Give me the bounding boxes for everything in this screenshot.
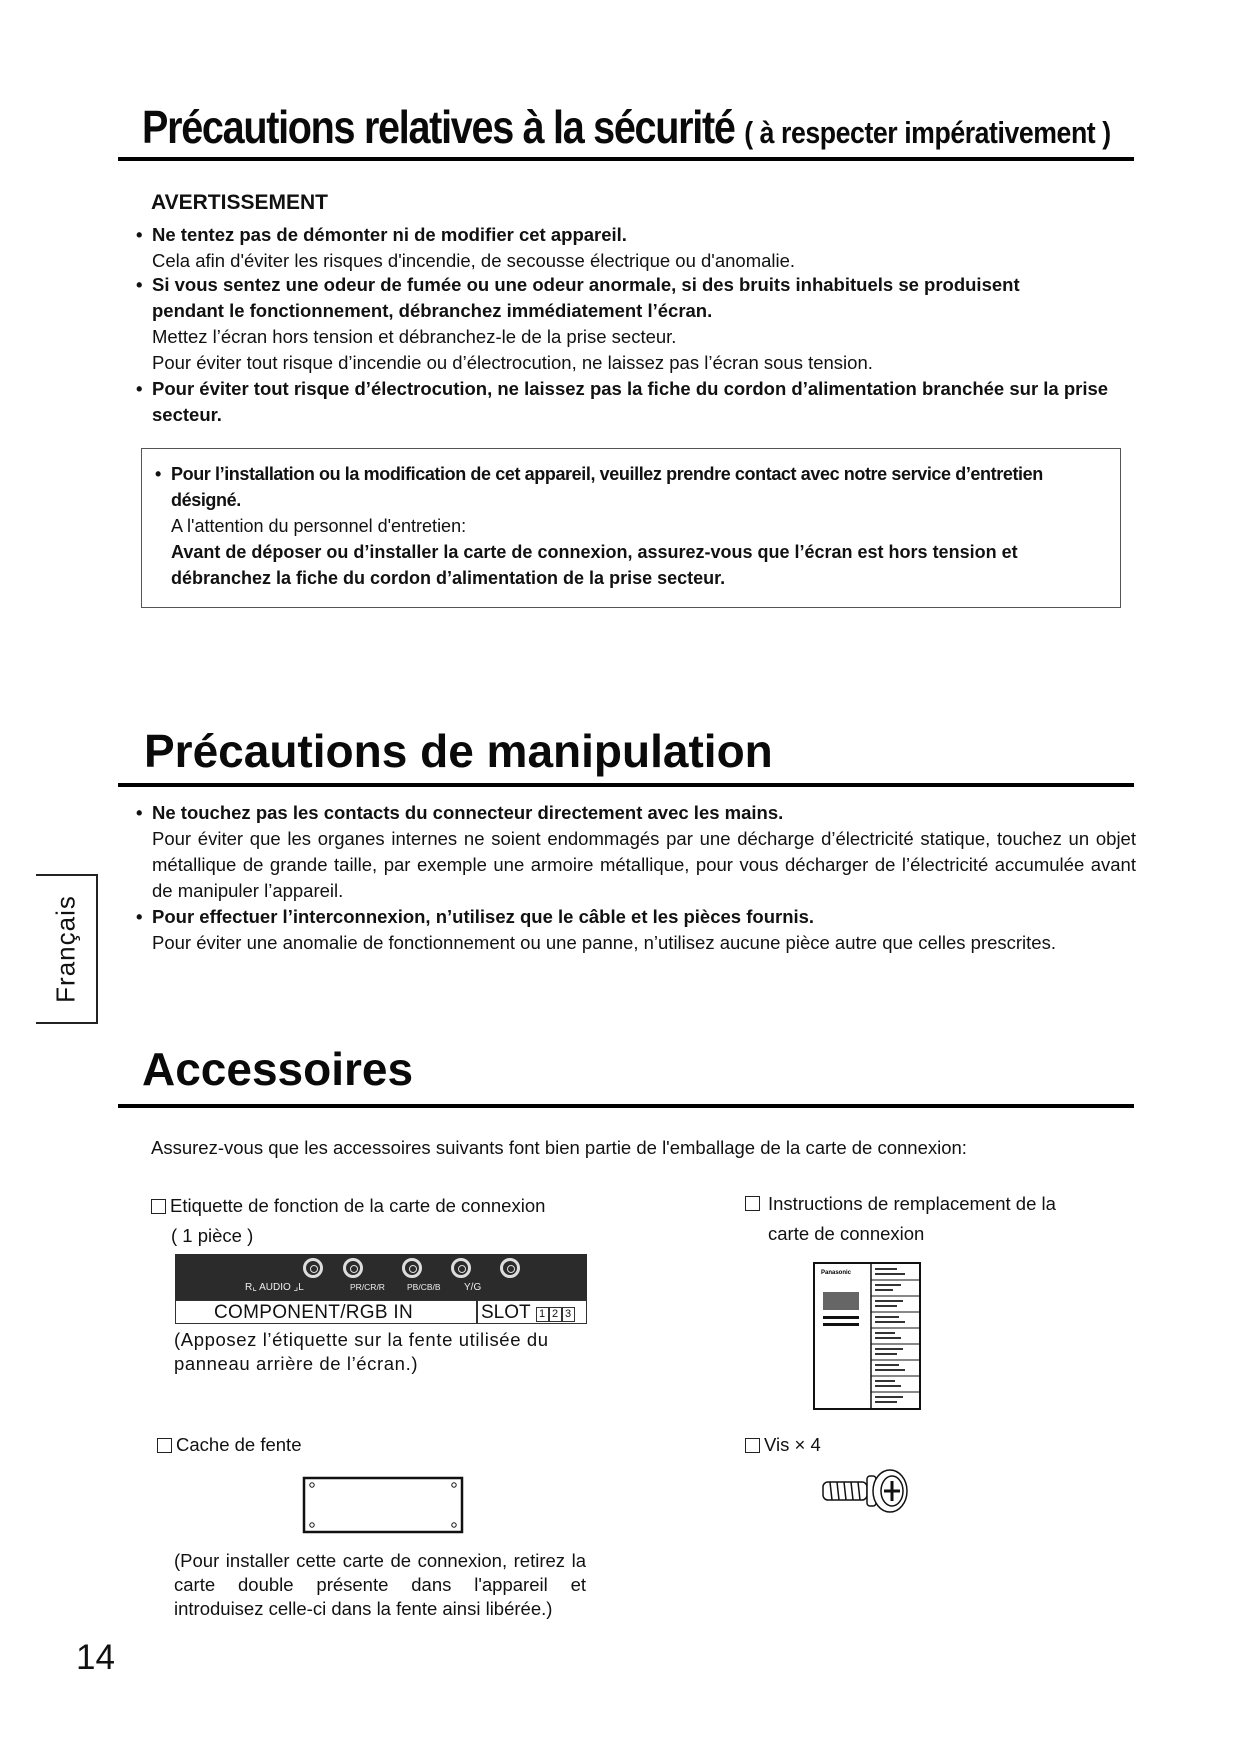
handling-rule bbox=[118, 783, 1134, 787]
rca-jack-icon bbox=[303, 1258, 323, 1278]
checkbox-icon bbox=[745, 1438, 760, 1453]
rca-jack-icon bbox=[451, 1258, 471, 1278]
accessory-instructions-item bbox=[745, 1189, 1075, 1249]
label-slot bbox=[481, 1302, 575, 1324]
accessory-screws-text: Vis × 4 bbox=[764, 1434, 821, 1455]
safety-item-3-bold: Pour éviter tout risque d’électrocution, ne laissez pas la fiche du cordon d’alimentation branchée sur la prise secteur. bbox=[152, 378, 1109, 425]
label-pb-text: PB/CB/B bbox=[407, 1282, 441, 1292]
safety-item-1 bbox=[136, 222, 1137, 274]
accessories-title: Accessoires bbox=[142, 1043, 414, 1095]
bullet-icon: • bbox=[136, 802, 143, 823]
safety-item-2-line-2: Pour éviter tout risque d’incendie ou d’électrocution, ne laissez pas l’écran sous tension. bbox=[152, 352, 873, 373]
bullet-icon: • bbox=[136, 224, 143, 245]
accessory-label-item bbox=[151, 1191, 545, 1251]
accessory-label-qty: ( 1 pièce ) bbox=[171, 1225, 254, 1246]
slot-number: 3 bbox=[562, 1307, 575, 1322]
slot-number: 2 bbox=[549, 1307, 562, 1322]
label-audio-text: R⌞ AUDIO ⌟L bbox=[245, 1282, 304, 1293]
handling-item-2 bbox=[136, 904, 1142, 956]
language-tab-label: Français bbox=[50, 895, 81, 1003]
bullet-icon: • bbox=[136, 906, 143, 927]
warning-heading: AVERTISSEMENT bbox=[151, 191, 328, 214]
handling-item-1 bbox=[136, 800, 1136, 904]
label-component-text: COMPONENT/RGB IN bbox=[214, 1302, 414, 1323]
accessories-rule bbox=[118, 1104, 1134, 1108]
rca-jack-icon bbox=[500, 1258, 520, 1278]
safety-item-1-bold: Ne tentez pas de démonter ni de modifier cet appareil. bbox=[152, 224, 627, 245]
safety-subtitle: ( à respecter impérativement ) bbox=[744, 115, 1111, 150]
accessories-intro: Assurez-vous que les accessoires suivants font bien partie de l'emballage de la carte de connexion: bbox=[151, 1137, 967, 1158]
safety-title bbox=[142, 100, 1111, 154]
safety-title-text: Précautions relatives à la sécurité bbox=[142, 101, 735, 153]
service-note-bold-2: Avant de déposer ou d’installer la carte de connexion, assurez-vous que l’écran est hors tension et débranchez la fiche du cordon d’alimentation de la prise secteur. bbox=[171, 542, 1018, 588]
safety-item-2-line-1: Mettez l’écran hors tension et débranchez-le de la prise secteur. bbox=[152, 326, 677, 347]
label-note bbox=[174, 1328, 589, 1376]
handling-title: Précautions de manipulation bbox=[144, 725, 773, 777]
rca-jack-icon bbox=[402, 1258, 422, 1278]
screw-icon bbox=[820, 1466, 912, 1518]
language-tab bbox=[36, 874, 98, 1024]
label-jack-panel bbox=[175, 1254, 587, 1300]
label-note-text: (Apposez l’étiquette sur la fente utilisée du panneau arrière de l’écran.) bbox=[174, 1329, 549, 1374]
label-text-strip bbox=[175, 1300, 587, 1324]
slot-number: 1 bbox=[536, 1307, 549, 1322]
page-number: 14 bbox=[76, 1638, 115, 1677]
accessory-label-text: Etiquette de fonction de la carte de connexion bbox=[170, 1195, 546, 1216]
safety-rule bbox=[118, 157, 1134, 161]
handling-item-1-bold: Ne touchez pas les contacts du connecteur directement avec les mains. bbox=[152, 802, 784, 823]
service-note-bold: Pour l’installation ou la modification de cet appareil, veuillez prendre contact avec notre service d’entretien désigné. bbox=[171, 464, 1043, 510]
checkbox-icon bbox=[745, 1196, 760, 1211]
safety-item-3 bbox=[136, 376, 1132, 428]
accessory-screws-item bbox=[745, 1430, 821, 1460]
accessory-slot-cover-text: Cache de fente bbox=[176, 1434, 302, 1455]
label-yg-text: Y/G bbox=[464, 1282, 482, 1293]
service-note-box bbox=[141, 448, 1121, 608]
service-note bbox=[155, 461, 1106, 591]
booklet-brand: Panasonic bbox=[821, 1270, 852, 1276]
checkbox-icon bbox=[151, 1199, 166, 1214]
accessory-instructions-text: Instructions de remplacement de la carte de connexion bbox=[768, 1193, 1056, 1244]
instruction-booklet-icon bbox=[813, 1262, 923, 1412]
bullet-icon: • bbox=[155, 464, 162, 484]
slot-cover-note: (Pour installer cette carte de connexion, retirez la carte double présente dans l'appareil et introduisez celle-ci dans la fente ainsi libérée.) bbox=[174, 1550, 586, 1619]
rca-jack-icon bbox=[343, 1258, 363, 1278]
checkbox-icon bbox=[157, 1438, 172, 1453]
bullet-icon: • bbox=[136, 274, 143, 295]
handling-item-1-text: Pour éviter que les organes internes ne soient endommagés par une décharge d’électricité statique, touchez un objet métallique de grande taille, par exemple une armoire métallique, pour vous décharger de l’électricité accumulée avant de manipuler l’appareil. bbox=[152, 828, 1136, 901]
safety-item-2-bold: Si vous sentez une odeur de fumée ou une odeur anormale, si des bruits inhabituels se produisent pendant le fonctionnement, débranchez immédiatement l’écran. bbox=[152, 274, 1020, 321]
safety-item-2 bbox=[136, 272, 1092, 376]
function-label-card bbox=[175, 1254, 587, 1324]
slot-cover-icon bbox=[302, 1476, 466, 1536]
safety-item-1-line-1: Cela afin d'éviter les risques d'incendie, de secousse électrique ou d'anomalie. bbox=[152, 250, 796, 271]
service-note-line: A l'attention du personnel d'entretien: bbox=[171, 516, 467, 536]
label-slot-text: SLOT bbox=[481, 1302, 531, 1323]
label-pr-text: PR/CR/R bbox=[350, 1282, 385, 1292]
accessory-slot-cover-item bbox=[157, 1430, 301, 1460]
handling-item-2-bold: Pour effectuer l’interconnexion, n’utilisez que le câble et les pièces fournis. bbox=[152, 906, 815, 927]
label-divider bbox=[476, 1301, 478, 1323]
bullet-icon: • bbox=[136, 378, 143, 399]
handling-item-2-text: Pour éviter une anomalie de fonctionnement ou une panne, n’utilisez aucune pièce autre que celles prescrites. bbox=[152, 932, 1056, 953]
